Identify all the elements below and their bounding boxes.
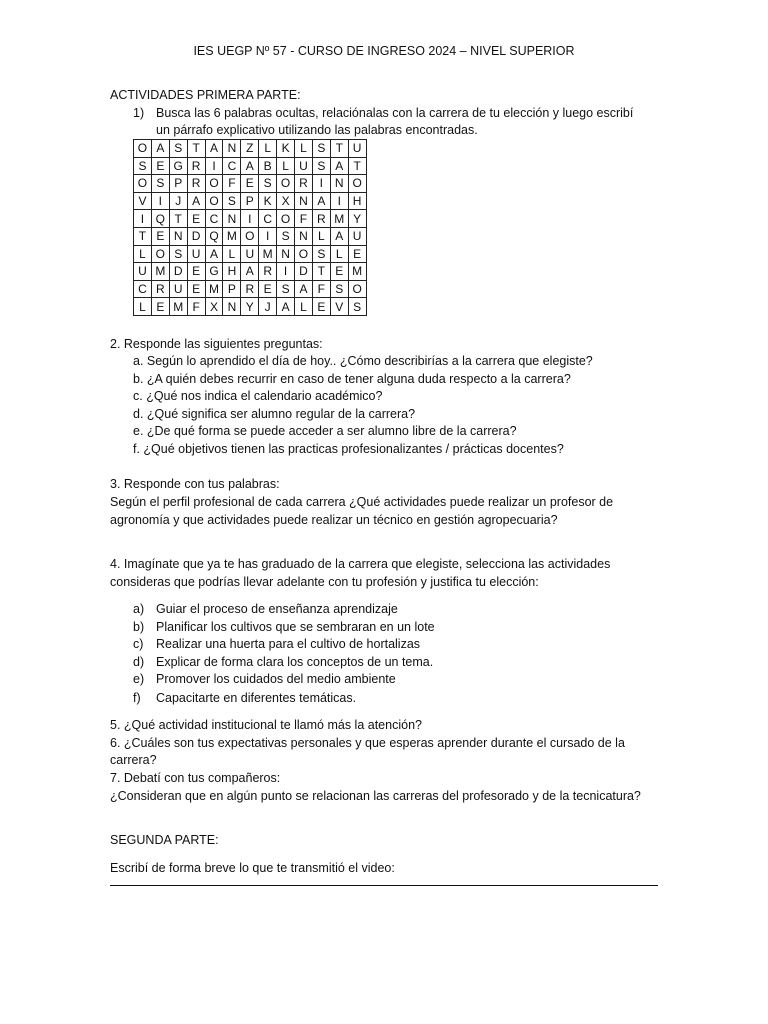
document-title: IES UEGP Nº 57 - CURSO DE INGRESO 2024 – NIVEL SUPERIOR bbox=[193, 44, 575, 58]
word-search-cell: O bbox=[277, 175, 295, 193]
word-search-cell: A bbox=[295, 280, 313, 298]
word-search-cell: F bbox=[223, 175, 241, 193]
q3-text-line1: Según el perfil profesional de cada carrera ¿Qué actividades puede realizar un profesor de bbox=[110, 495, 614, 509]
word-search-cell: I bbox=[151, 192, 169, 210]
word-search-cell: E bbox=[348, 245, 366, 263]
q5-text: 5. ¿Qué actividad institucional te llamó más la atención? bbox=[110, 718, 422, 732]
word-search-cell: X bbox=[205, 298, 223, 316]
word-search-cell: P bbox=[223, 280, 241, 298]
word-search-cell: A bbox=[312, 192, 330, 210]
word-search-cell: G bbox=[169, 157, 187, 175]
word-search-row bbox=[134, 245, 367, 263]
word-search-cell: S bbox=[223, 192, 241, 210]
word-search-cell: N bbox=[223, 210, 241, 228]
word-search-cell: V bbox=[330, 298, 348, 316]
word-search-cell: O bbox=[134, 175, 152, 193]
word-search-cell: A bbox=[205, 140, 223, 158]
word-search-cell: H bbox=[348, 192, 366, 210]
option-text: Planificar los cultivos que se sembraran en un lote bbox=[156, 620, 435, 634]
word-search-cell: M bbox=[205, 280, 223, 298]
option-text: Promover los cuidados del medio ambiente bbox=[156, 672, 396, 686]
word-search-cell: S bbox=[312, 245, 330, 263]
word-search-cell: J bbox=[169, 192, 187, 210]
word-search-cell: O bbox=[348, 280, 366, 298]
word-search-cell: L bbox=[295, 140, 313, 158]
word-search-cell: Y bbox=[241, 298, 259, 316]
word-search-cell: C bbox=[205, 210, 223, 228]
q2-item-f: f. ¿Qué objetivos tienen las practicas profesionalizantes / prácticas docentes? bbox=[133, 442, 564, 456]
word-search-cell: D bbox=[169, 263, 187, 281]
word-search-cell: U bbox=[187, 245, 205, 263]
word-search-row bbox=[134, 175, 367, 193]
word-search-cell: L bbox=[312, 227, 330, 245]
q7-text-line1: 7. Debatí con tus compañeros: bbox=[110, 771, 281, 785]
word-search-cell: S bbox=[134, 157, 152, 175]
word-search-cell: I bbox=[134, 210, 152, 228]
word-search-cell: S bbox=[277, 280, 295, 298]
word-search-cell: E bbox=[312, 298, 330, 316]
word-search-cell: E bbox=[151, 157, 169, 175]
word-search-cell: R bbox=[187, 175, 205, 193]
q2-item-e: e. ¿De qué forma se puede acceder a ser alumno libre de la carrera? bbox=[133, 424, 517, 438]
word-search-cell: R bbox=[312, 210, 330, 228]
word-search-cell: A bbox=[277, 298, 295, 316]
word-search-cell: N bbox=[295, 192, 313, 210]
q4-text-line1: 4. Imagínate que ya te has graduado de la carrera que elegiste, selecciona las actividades bbox=[110, 557, 611, 571]
q2-item-c: c. ¿Qué nos indica el calendario académico? bbox=[133, 389, 383, 403]
q6-text-line1: 6. ¿Cuáles son tus expectativas personales y que esperas aprender durante el cursado de la bbox=[110, 736, 625, 750]
word-search-cell: A bbox=[330, 227, 348, 245]
word-search-row bbox=[134, 157, 367, 175]
word-search-cell: F bbox=[312, 280, 330, 298]
word-search-cell: N bbox=[277, 245, 295, 263]
part2-heading: SEGUNDA PARTE: bbox=[110, 833, 219, 847]
word-search-cell: I bbox=[205, 157, 223, 175]
word-search-cell: H bbox=[223, 263, 241, 281]
word-search-cell: L bbox=[223, 245, 241, 263]
word-search-cell: N bbox=[169, 227, 187, 245]
q2-item-a: a. Según lo aprendido el día de hoy.. ¿Cómo describirías a la carrera que elegiste? bbox=[133, 354, 593, 368]
option-text: Explicar de forma clara los conceptos de un tema. bbox=[156, 655, 434, 669]
option-letter: c) bbox=[133, 637, 144, 651]
word-search-cell: S bbox=[330, 280, 348, 298]
word-search-cell: N bbox=[295, 227, 313, 245]
word-search-cell: T bbox=[312, 263, 330, 281]
word-search-cell: M bbox=[169, 298, 187, 316]
word-search-cell: T bbox=[348, 157, 366, 175]
q1-text-line2: un párrafo explicativo utilizando las palabras encontradas. bbox=[156, 123, 478, 137]
word-search-cell: M bbox=[348, 263, 366, 281]
word-search-row bbox=[134, 298, 367, 316]
word-search-cell: O bbox=[277, 210, 295, 228]
option-letter: a) bbox=[133, 602, 145, 616]
word-search-cell: O bbox=[241, 227, 259, 245]
q3-heading: 3. Responde con tus palabras: bbox=[110, 477, 280, 491]
word-search-row bbox=[134, 140, 367, 158]
word-search-cell: A bbox=[187, 192, 205, 210]
word-search-cell: E bbox=[187, 210, 205, 228]
word-search-cell: A bbox=[241, 263, 259, 281]
word-search-cell: L bbox=[295, 298, 313, 316]
word-search-cell: N bbox=[330, 175, 348, 193]
word-search-cell: R bbox=[259, 263, 277, 281]
word-search-cell: U bbox=[295, 157, 313, 175]
word-search-cell: M bbox=[259, 245, 277, 263]
word-search-cell: U bbox=[169, 280, 187, 298]
part1-heading: ACTIVIDADES PRIMERA PARTE: bbox=[110, 88, 301, 102]
word-search-cell: L bbox=[259, 140, 277, 158]
word-search-cell: C bbox=[134, 280, 152, 298]
word-search-cell: O bbox=[151, 245, 169, 263]
q6-text-line2: carrera? bbox=[110, 753, 157, 767]
answer-line bbox=[110, 885, 658, 886]
word-search-cell: L bbox=[134, 298, 152, 316]
word-search-cell: Y bbox=[348, 210, 366, 228]
word-search-cell: I bbox=[312, 175, 330, 193]
word-search-cell: O bbox=[295, 245, 313, 263]
word-search-cell: S bbox=[169, 245, 187, 263]
word-search-cell: Q bbox=[205, 227, 223, 245]
word-search-cell: U bbox=[241, 245, 259, 263]
option-letter: e) bbox=[133, 672, 145, 686]
word-search-cell: F bbox=[295, 210, 313, 228]
word-search-cell: R bbox=[241, 280, 259, 298]
word-search-cell: T bbox=[169, 210, 187, 228]
q7-text-line2: ¿Consideran que en algún punto se relacionan las carreras del profesorado y de la tecnicatura? bbox=[110, 789, 641, 803]
word-search-row bbox=[134, 192, 367, 210]
word-search-cell: E bbox=[151, 298, 169, 316]
word-search-cell: S bbox=[169, 140, 187, 158]
word-search-cell: S bbox=[312, 140, 330, 158]
word-search-cell: E bbox=[187, 263, 205, 281]
word-search-cell: L bbox=[277, 157, 295, 175]
word-search-cell: I bbox=[277, 263, 295, 281]
word-search-cell: U bbox=[348, 227, 366, 245]
q2-item-d: d. ¿Qué significa ser alumno regular de la carrera? bbox=[133, 407, 416, 421]
word-search-row bbox=[134, 227, 367, 245]
word-search-cell: K bbox=[277, 140, 295, 158]
word-search-cell: R bbox=[295, 175, 313, 193]
option-text: Guiar el proceso de enseñanza aprendizaje bbox=[156, 602, 398, 616]
word-search-cell: I bbox=[330, 192, 348, 210]
option-text: Realizar una huerta para el cultivo de hortalizas bbox=[156, 637, 421, 651]
word-search-row bbox=[134, 210, 367, 228]
word-search-cell: S bbox=[277, 227, 295, 245]
option-letter: d) bbox=[133, 655, 145, 669]
word-search-cell: S bbox=[151, 175, 169, 193]
option-letter: b) bbox=[133, 620, 145, 634]
word-search-cell: D bbox=[187, 227, 205, 245]
word-search-cell: M bbox=[151, 263, 169, 281]
word-search-cell: U bbox=[348, 140, 366, 158]
option-letter: f) bbox=[133, 691, 141, 705]
q2-heading: 2. Responde las siguientes preguntas: bbox=[110, 337, 323, 351]
q2-item-b: b. ¿A quién debes recurrir en caso de tener alguna duda respecto a la carrera? bbox=[133, 372, 571, 386]
word-search-cell: O bbox=[348, 175, 366, 193]
word-search-cell: K bbox=[259, 192, 277, 210]
word-search-cell: J bbox=[259, 298, 277, 316]
word-search-cell: M bbox=[223, 227, 241, 245]
word-search-cell: L bbox=[330, 245, 348, 263]
word-search-row bbox=[134, 263, 367, 281]
word-search-row bbox=[134, 280, 367, 298]
word-search-cell: O bbox=[134, 140, 152, 158]
word-search-cell: O bbox=[205, 192, 223, 210]
word-search-cell: T bbox=[187, 140, 205, 158]
word-search-cell: C bbox=[259, 210, 277, 228]
word-search-cell: F bbox=[187, 298, 205, 316]
word-search-grid bbox=[133, 139, 367, 316]
word-search-cell: T bbox=[134, 227, 152, 245]
word-search-cell: R bbox=[187, 157, 205, 175]
word-search-cell: C bbox=[223, 157, 241, 175]
word-search-cell: E bbox=[187, 280, 205, 298]
word-search-cell: E bbox=[151, 227, 169, 245]
word-search-cell: N bbox=[223, 140, 241, 158]
word-search-cell: Q bbox=[151, 210, 169, 228]
word-search-cell: I bbox=[259, 227, 277, 245]
word-search-cell: A bbox=[151, 140, 169, 158]
word-search-cell: V bbox=[134, 192, 152, 210]
word-search-cell: A bbox=[241, 157, 259, 175]
word-search-cell: L bbox=[134, 245, 152, 263]
word-search-cell: P bbox=[241, 192, 259, 210]
word-search-cell: S bbox=[312, 157, 330, 175]
word-search-cell: N bbox=[223, 298, 241, 316]
word-search-cell: S bbox=[259, 175, 277, 193]
word-search-cell: P bbox=[169, 175, 187, 193]
word-search-cell: A bbox=[205, 245, 223, 263]
word-search-cell: O bbox=[205, 175, 223, 193]
word-search-cell: M bbox=[330, 210, 348, 228]
word-search-cell: G bbox=[205, 263, 223, 281]
q1-text-line1: Busca las 6 palabras ocultas, relaciónalas con la carrera de tu elección y luego escribí bbox=[156, 106, 634, 120]
word-search-cell: S bbox=[348, 298, 366, 316]
word-search-cell: E bbox=[259, 280, 277, 298]
q1-number: 1) bbox=[133, 106, 145, 120]
word-search-cell: X bbox=[277, 192, 295, 210]
q3-text-line2: agronomía y que actividades puede realizar un técnico en gestión agropecuaria? bbox=[110, 513, 558, 527]
option-text: Capacitarte en diferentes temáticas. bbox=[156, 691, 357, 705]
word-search-cell: T bbox=[330, 140, 348, 158]
part2-prompt: Escribí de forma breve lo que te transmitió el video: bbox=[110, 861, 395, 875]
word-search-cell: E bbox=[241, 175, 259, 193]
word-search-cell: Z bbox=[241, 140, 259, 158]
word-search-cell: A bbox=[330, 157, 348, 175]
q4-text-line2: consideras que podrías llevar adelante con tu profesión y justifica tu elección: bbox=[110, 575, 539, 589]
word-search-cell: D bbox=[295, 263, 313, 281]
word-search-cell: U bbox=[134, 263, 152, 281]
word-search-cell: I bbox=[241, 210, 259, 228]
word-search-cell: B bbox=[259, 157, 277, 175]
word-search-cell: E bbox=[330, 263, 348, 281]
word-search-cell: R bbox=[151, 280, 169, 298]
